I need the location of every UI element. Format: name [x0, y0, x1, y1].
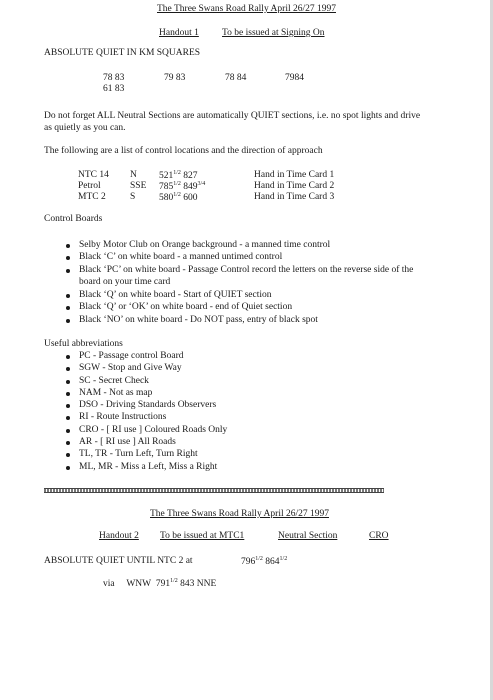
page-title-2: The Three Swans Road Rally April 26/27 1997: [150, 509, 329, 519]
list-item: Selby Motor Club on Orange background - a manned time control: [64, 240, 413, 252]
list-item: Black ‘PC’ on white board - Passage Control record the letters on the reverse side of the: [64, 265, 413, 277]
list-item: ML, MR - Miss a Left, Miss a Right: [64, 462, 227, 474]
quiet-heading: ABSOLUTE QUIET IN KM SQUARES: [44, 48, 201, 58]
list-item: TL, TR - Turn Left, Turn Right: [64, 449, 227, 461]
quiet-until-ref: $796^{1/2}$ $864^{1/2}$: [241, 556, 288, 568]
control-direction: N: [130, 170, 137, 180]
abbrev-list: [64, 351, 227, 474]
boards-heading: Control Boards: [44, 214, 103, 224]
page-title: The Three Swans Road Rally April 26/27 1997: [157, 4, 336, 14]
control-direction: SSE: [130, 181, 147, 191]
neutral-note-cont: as quietly as you can.: [44, 123, 126, 133]
control-card: Hand in Time Card 3: [254, 192, 335, 202]
section-divider: [44, 488, 384, 493]
list-item: NAM - Not as map: [64, 388, 227, 400]
controls-intro: The following are a list of control locations and the direction of approach: [44, 146, 323, 156]
control-ref: $521^{1/2}$ 827: [159, 170, 198, 182]
list-item: SC - Secret Check: [64, 376, 227, 388]
via-line: via WNW $791^{1/2}$ 843 NNE: [103, 578, 217, 590]
list-item: RI - Route Instructions: [64, 412, 227, 424]
square-ref: 78 84: [225, 73, 247, 83]
control-ref: $580^{1/2}$ 600: [159, 192, 198, 204]
control-name: MTC 2: [78, 192, 106, 202]
handout2-code: CRO: [369, 531, 389, 541]
list-item: Black ‘C’ on white board - a manned untimed control: [64, 252, 413, 264]
list-item-continuation: board on your time card: [79, 277, 171, 287]
list-item: Black ‘NO’ on white board - Do NOT pass, entry of black spot: [64, 315, 318, 327]
control-name: Petrol: [78, 181, 101, 191]
list-item: AR - [ RI use ] All Roads: [64, 437, 227, 449]
quiet-until-text: ABSOLUTE QUIET UNTIL NTC 2 at: [44, 556, 193, 566]
list-item: DSO - Driving Standards Observers: [64, 400, 227, 412]
control-name: NTC 14: [78, 170, 109, 180]
neutral-note: Do not forget ALL Neutral Sections are automatically QUIET sections, i.e. no spot lights and drive: [44, 111, 421, 121]
list-item: CRO - [ RI use ] Coloured Roads Only: [64, 425, 227, 437]
list-item: PC - Passage control Board: [64, 351, 227, 363]
boards-list: [64, 240, 413, 277]
handout-label: Handout 1: [159, 28, 199, 38]
handout2-section: Neutral Section: [278, 531, 338, 541]
control-card: Hand in Time Card 1: [254, 170, 335, 180]
control-direction: S: [130, 192, 136, 202]
list-item: SGW - Stop and Give Way: [64, 363, 227, 375]
boards-list-cont: [64, 290, 318, 327]
list-item: Black ‘Q’ on white board - Start of QUIET section: [64, 290, 318, 302]
list-item: Black ‘Q’ or ‘OK’ on white board - end of Quiet section: [64, 302, 318, 314]
handout-note: To be issued at Signing On: [222, 28, 325, 38]
abbrev-heading: Useful abbreviations: [44, 339, 123, 349]
square-ref: 61 83: [103, 84, 125, 94]
control-card: Hand in Time Card 2: [254, 181, 335, 191]
square-ref: 78 83: [103, 73, 125, 83]
square-ref: 79 83: [164, 73, 186, 83]
handout2-note: To be issued at MTC1: [160, 531, 245, 541]
control-ref: $785^{1/2}$ $849^{3/4}$: [159, 181, 206, 193]
handout2-label: Handout 2: [99, 531, 139, 541]
square-ref: 7984: [285, 73, 304, 83]
